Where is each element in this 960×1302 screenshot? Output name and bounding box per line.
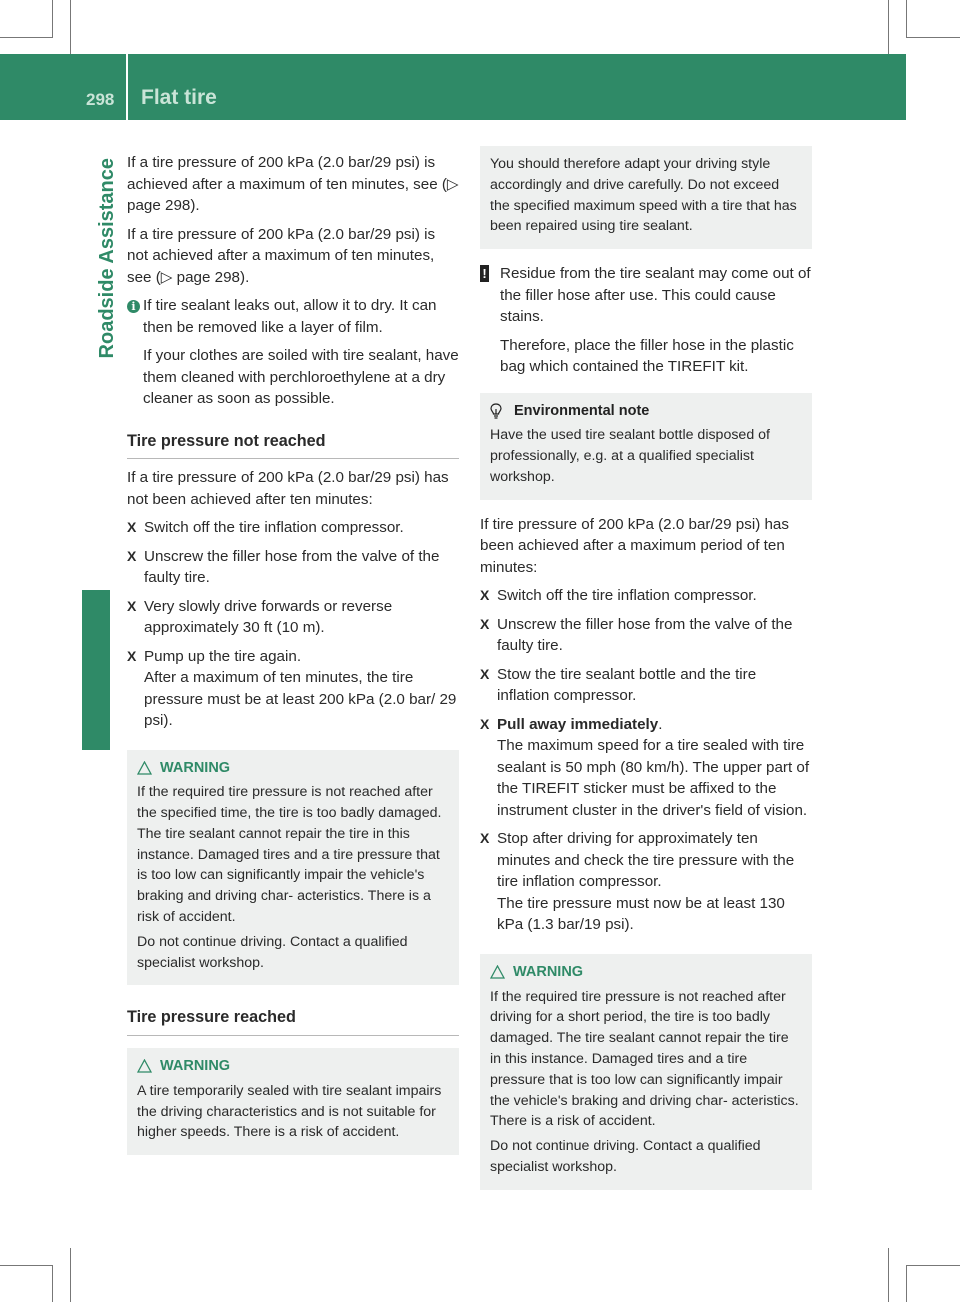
info-text: If tire sealant leaks out, allow it to dry. It can then be removed like a layer of film. (143, 297, 437, 336)
header-bar (0, 54, 906, 120)
step-text: Stow the tire sealant bottle and the tire inflation compressor. (497, 665, 757, 705)
environmental-note-text: Have the used tire sealant bottle disposed of professionally, e.g. at a qualified specialist workshop. (490, 427, 770, 486)
warning-title: WARNING (160, 759, 231, 776)
step-item (480, 828, 812, 936)
crop-mark (888, 0, 889, 54)
crop-mark (906, 37, 960, 38)
warning-icon (137, 1059, 152, 1073)
crop-mark (52, 0, 53, 38)
page-number: 298 (86, 90, 115, 109)
crop-mark (888, 1248, 889, 1302)
environmental-note-box (480, 393, 812, 500)
notice-text: Residue from the tire sealant may come out of the filler hose after use. This could cause stains. (500, 265, 811, 326)
step-result: The tire pressure must now be at least 130 kPa (1.3 bar/19 psi). (497, 894, 785, 934)
step-marker-icon: X (480, 830, 490, 847)
step-text: Very slowly drive forwards or reverse approximately 30 ft (10 m). (144, 597, 393, 636)
warning-box (127, 1048, 459, 1155)
crop-mark (0, 37, 52, 38)
step-text: Unscrew the filler hose from the valve of the faulty tire. (497, 615, 793, 655)
warning-header (137, 758, 449, 779)
warning-action: Do not continue driving. Contact a qualified specialist workshop. (137, 933, 408, 971)
step-item (127, 517, 459, 539)
step-result: After a maximum of ten minutes, the tire pressure must be at least 200 kPa (2.0 bar/ 29 psi). (144, 669, 457, 729)
right-column (480, 146, 812, 1190)
crop-mark (70, 1248, 71, 1302)
step-marker-icon: X (480, 715, 490, 732)
lightbulb-icon (490, 403, 502, 419)
step-marker-icon: X (127, 597, 137, 614)
environmental-note-title: Environmental note (514, 402, 650, 419)
step-item (480, 664, 812, 707)
box-text: You should therefore adapt your driving style accordingly and drive carefully. Do not exceed the specified maximum speed with a tire that has been repaired using tire sealant. (490, 156, 797, 235)
notice-icon: ! (480, 265, 489, 282)
section-tab-marker (82, 590, 110, 750)
info-text: If your clothes are soiled with tire sealant, have them cleaned with perchloroethylene at a dry cleaner as soon as possible. (143, 347, 459, 407)
paragraph: If a tire pressure of 200 kPa (2.0 bar/29 psi) is not achieved after a maximum of ten minutes, see (▷ page 298). (127, 225, 436, 286)
section-heading-not-reached: Tire pressure not reached (127, 431, 459, 460)
crop-mark (906, 1265, 907, 1302)
continued-warning-box (480, 146, 812, 249)
notice (480, 263, 812, 385)
warning-text: If the required tire pressure is not reached after driving for a short period, the tire is too badly damaged. The tire sealant cannot repair the tire in this instance. Damaged tires and a tire pressure that is too low can significantly impair the vehicle's braking and driving char- acteristics. There is a risk of accident. (490, 988, 799, 1130)
warning-header (490, 962, 802, 983)
warning-title: WARNING (160, 1057, 231, 1074)
crop-mark (52, 1265, 53, 1302)
warning-box (127, 750, 459, 986)
warning-text: If the required tire pressure is not reached after the specified time, the tire is too badly damaged. The tire sealant cannot repair the tire in this instance. Damaged tires and a tire pressure that is too low can significantly impair the vehicle's braking and driving char- acteristics. There is a risk of accident. (137, 784, 442, 926)
paragraph: If tire pressure of 200 kPa (2.0 bar/29 psi) has been achieved after a maximum period of ten minutes: (480, 515, 789, 576)
warning-icon (137, 761, 152, 775)
section-tab-label: Roadside Assistance (96, 158, 118, 359)
step-text-emphasis: Pull away immediately. (497, 715, 663, 733)
step-marker-icon: X (480, 665, 490, 682)
step-marker-icon: X (127, 647, 137, 664)
environmental-note-header (490, 401, 802, 422)
warning-title: WARNING (513, 963, 584, 980)
step-marker-icon: X (480, 587, 490, 604)
step-item (127, 546, 459, 589)
step-marker-icon: X (480, 615, 490, 632)
step-result: The maximum speed for a tire sealed with tire sealant is 50 mph (80 km/h). The upper part of the TIREFIT sticker must be affixed to the instrument cluster in the driver's field of vision. (497, 737, 810, 819)
step-item (127, 646, 459, 732)
step-text: Pump up the tire again. (144, 647, 302, 665)
step-text: Switch off the tire inflation compressor. (497, 587, 757, 605)
step-marker-icon: X (127, 547, 137, 564)
step-text: Unscrew the filler hose from the valve of the faulty tire. (144, 547, 440, 586)
crop-mark (906, 0, 907, 38)
step-item (480, 614, 812, 657)
step-marker-icon: X (127, 519, 137, 535)
step-item (480, 585, 812, 607)
warning-icon (490, 965, 505, 979)
warning-action: Do not continue driving. Contact a qualified specialist workshop. (490, 1138, 761, 1176)
warning-header (137, 1056, 449, 1077)
notice-text: Therefore, place the filler hose in the plastic bag which contained the TIREFIT kit. (500, 336, 794, 376)
section-heading-reached: Tire pressure reached (127, 1007, 459, 1036)
warning-text: A tire temporarily sealed with tire sealant impairs the driving characteristics and is not suitable for higher speeds. There is a risk of accident. (137, 1082, 442, 1141)
page-title: Flat tire (141, 86, 217, 109)
step-text: Stop after driving for approximately ten minutes and check the tire pressure with the tire inflation compressor. (497, 830, 795, 891)
crop-mark (70, 0, 71, 54)
header-divider (126, 54, 128, 120)
step-item (480, 714, 812, 822)
crop-mark (906, 1265, 960, 1266)
warning-box (480, 954, 812, 1190)
info-icon: i (127, 300, 140, 313)
left-column (127, 152, 459, 1155)
paragraph: If a tire pressure of 200 kPa (2.0 bar/29 psi) is achieved after a maximum of ten minutes, see (▷ page 298). (127, 154, 459, 214)
info-note (127, 295, 459, 417)
step-item (127, 596, 459, 639)
crop-mark (0, 1265, 52, 1266)
paragraph: If a tire pressure of 200 kPa (2.0 bar/29 psi) has not been achieved after ten minutes: (127, 469, 449, 508)
step-text: Switch off the tire inflation compressor. (144, 519, 404, 536)
